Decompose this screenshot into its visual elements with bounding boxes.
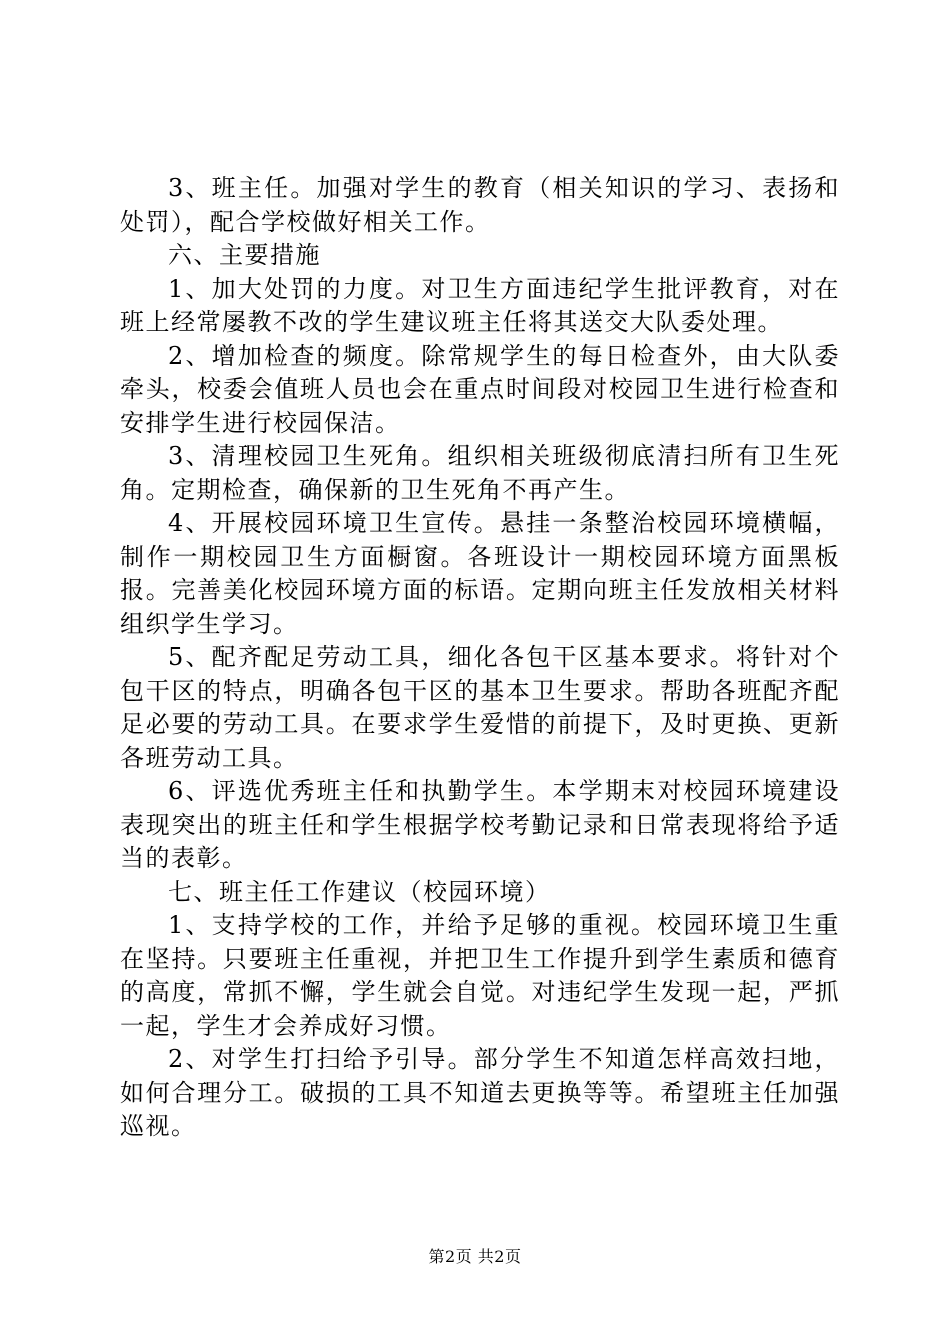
paragraph: 4、开展校园环境卫生宣传。悬挂一条整治校园环境横幅，制作一期校园卫生方面橱窗。各班设计一期校园环境方面黑板报。完善美化校园环境方面的标语。定期向班主任发放相关材料组织学生学习。	[120, 509, 840, 638]
paragraph: 2、增加检查的频度。除常规学生的每日检查外，由大队委牵头，校委会值班人员也会在重点时间段对校园卫生进行检查和安排学生进行校园保洁。	[120, 341, 840, 437]
paragraph: 3、班主任。加强对学生的教育（相关知识的学习、表扬和处罚），配合学校做好相关工作。	[120, 174, 840, 236]
section-heading: 六、主要措施	[168, 241, 321, 269]
document-body	[120, 172, 840, 1144]
section-heading: 七、班主任工作建议（校园环境）	[168, 877, 551, 906]
paragraph: 3、清理校园卫生死角。组织相关班级彻底清扫所有卫生死角。定期检查，确保新的卫生死角不再产生。	[120, 442, 840, 504]
paragraph: 2、对学生打扫给予引导。部分学生不知道怎样高效扫地，如何合理分工。破损的工具不知道去更换等等。希望班主任加强巡视。	[120, 1045, 840, 1140]
paragraph: 1、支持学校的工作，并给予足够的重视。校园环境卫生重在坚持。只要班主任重视，并把卫生工作提升到学生素质和德育的高度，常抓不懈，学生就会自觉。对违纪学生发现一起，严抓一起，学生才会养成好习惯。	[120, 911, 840, 1040]
paragraph: 6、评选优秀班主任和执勤学生。本学期末对校园环境建设表现突出的班主任和学生根据学校考勤记录和日常表现将给予适当的表彰。	[120, 777, 840, 872]
paragraph: 5、配齐配足劳动工具，细化各包干区基本要求。将针对个包干区的特点，明确各包干区的基本卫生要求。帮助各班配齐配足必要的劳动工具。在要求学生爱惜的前提下，及时更换、更新各班劳动工具。	[120, 643, 840, 772]
page-footer: 第2页 共2页	[428, 1247, 522, 1266]
paragraph: 1、加大处罚的力度。对卫生方面违纪学生批评教育，对在班上经常屡教不改的学生建议班主任将其送交大队委处理。	[120, 274, 840, 336]
